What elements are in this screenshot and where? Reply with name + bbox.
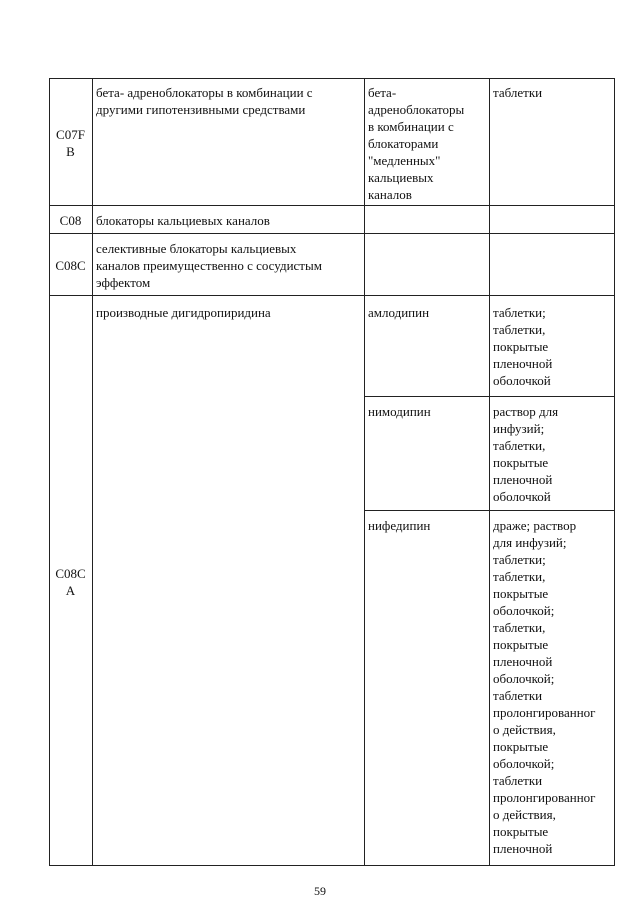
name-cell: селективные блокаторы кальциевых каналов преимущественно с сосудистым эффектом [96, 241, 322, 290]
drug-cell: бета- адреноблокаторы в комбинации с блокаторами "медленных" кальциевых каналов [368, 85, 465, 202]
drug-cell: нифедипин [368, 518, 431, 533]
code-cell: C08 [59, 213, 82, 228]
form-cell: драже; раствор для инфузий; таблетки; таблетки, покрытые оболочкой; таблетки, покрытые пленочной оболочкой; таблетки пролонгированног о действия, покрытые оболочкой; таблетки пролонгированног о действия, покрытые пленочной [493, 518, 596, 856]
form-cell: раствор для инфузий; таблетки, покрытые пленочной оболочкой [493, 404, 559, 504]
row-divider [49, 233, 614, 234]
column-divider [489, 78, 490, 866]
code-cell: C08C [55, 258, 86, 273]
form-cell: таблетки; таблетки, покрытые пленочной оболочкой [493, 305, 553, 388]
column-divider [92, 78, 93, 866]
table-border-bottom [49, 865, 614, 866]
row-divider [49, 295, 614, 296]
name-cell: блокаторы кальциевых каналов [96, 213, 270, 228]
page-number: 59 [314, 884, 326, 898]
column-divider [364, 78, 365, 866]
drug-cell: амлодипин [368, 305, 430, 320]
form-cell: таблетки [493, 85, 543, 100]
table-border-right [614, 78, 615, 866]
row-divider [49, 205, 614, 206]
code-cell: C07F B [56, 127, 85, 159]
code-cell: C08C A [55, 566, 86, 598]
name-cell: производные дигидропиридина [96, 305, 271, 320]
table-border-left [49, 78, 50, 866]
drug-cell: нимодипин [368, 404, 431, 419]
table-border-top [49, 78, 614, 79]
name-cell: бета- адреноблокаторы в комбинации с другими гипотензивными средствами [96, 85, 313, 117]
